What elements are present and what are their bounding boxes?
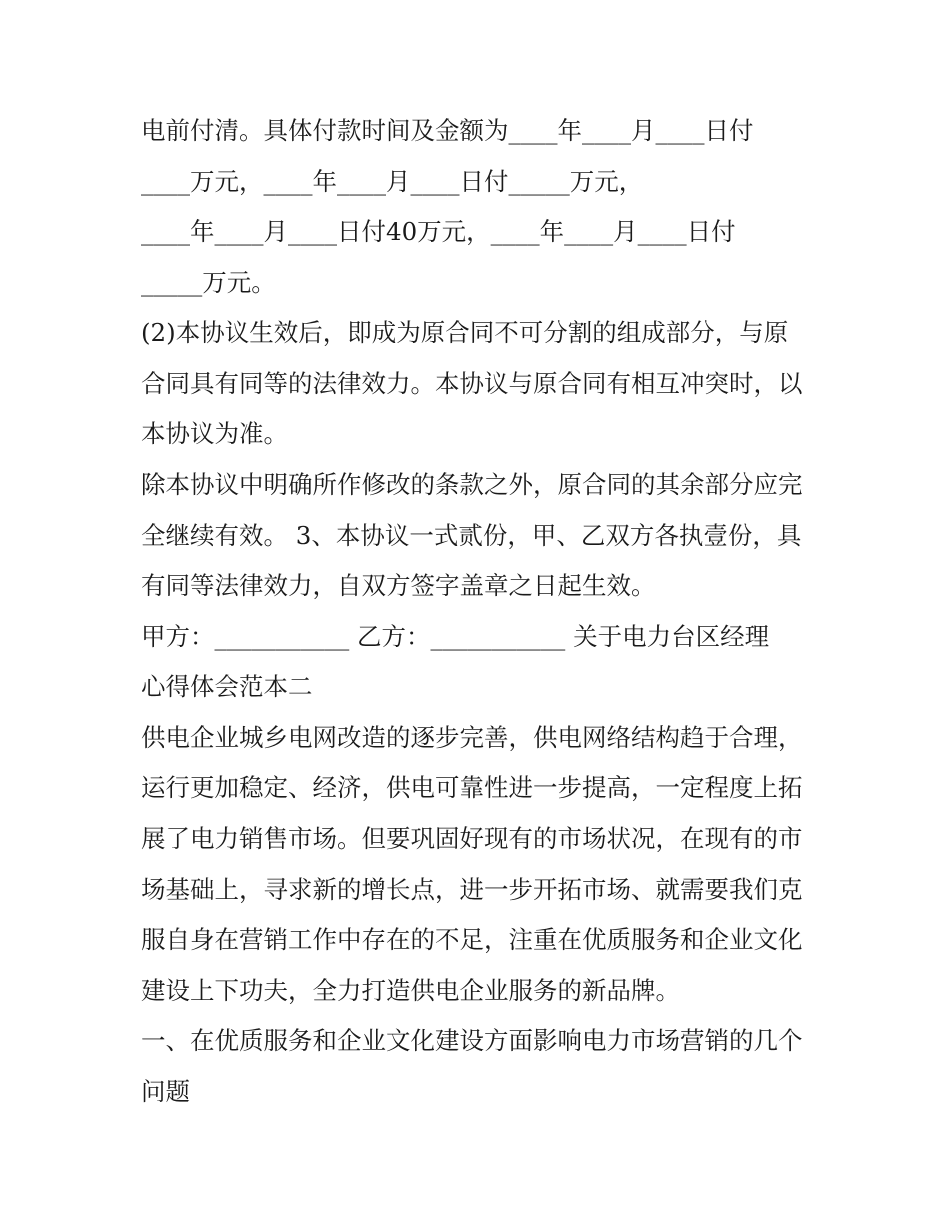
paragraph-line-validity-3: 有同等法律效力，自双方签字盖章之日起生效。 <box>141 571 656 600</box>
paragraph-line-payment-schedule-1: 电前付清。具体付款时间及金额为____年____月____日付 <box>141 116 754 145</box>
paragraph-line-intro-3: 展了电力销售市场。但要巩固好现有的市场状况，在现有的市 <box>141 824 803 853</box>
paragraph-line-payment-schedule-4: _____万元。 <box>141 268 276 297</box>
paragraph-line-intro-4: 场基础上，寻求新的增长点，进一步开拓市场、就需要我们克 <box>141 875 803 904</box>
paragraph-line-payment-schedule-3: ____年____月____日付40万元，____年____月____日付 <box>141 217 736 246</box>
paragraph-line-intro-2: 运行更加稳定、经济，供电可靠性进一步提高，一定程度上拓 <box>141 773 803 802</box>
paragraph-line-intro-6: 建设上下功夫，全力打造供电企业服务的新品牌。 <box>141 976 680 1005</box>
paragraph-line-payment-schedule-2: ____万元，____年____月____日付_____万元， <box>141 167 644 196</box>
signature-line: 甲方：___________ 乙方：___________ 关于电力台区经理 <box>141 622 770 651</box>
paragraph-line-validity-1: 除本协议中明确所作修改的条款之外，原合同的其余部分应完 <box>141 470 803 499</box>
heading-line-section-1-cont: 问题 <box>141 1077 190 1106</box>
paragraph-line-clause-2-3: 本协议为准。 <box>141 419 288 448</box>
paragraph-line-intro-1: 供电企业城乡电网改造的逐步完善，供电网络结构趋于合理， <box>141 723 803 752</box>
paragraph-line-intro-5: 服自身在营销工作中存在的不足，注重在优质服务和企业文化 <box>141 925 803 954</box>
heading-line-section-1: 一、在优质服务和企业文化建设方面影响电力市场营销的几个 <box>141 1026 803 1055</box>
section-title-line: 心得体会范本二 <box>141 672 313 701</box>
paragraph-line-validity-2: 全继续有效。 3、本协议一式贰份，甲、乙双方各执壹份，具 <box>141 521 802 550</box>
paragraph-line-clause-2-2: 合同具有同等的法律效力。本协议与原合同有相互冲突时，以 <box>141 369 803 398</box>
paragraph-line-clause-2-1: (2)本协议生效后，即成为原合同不可分割的组成部分，与原 <box>141 318 789 347</box>
